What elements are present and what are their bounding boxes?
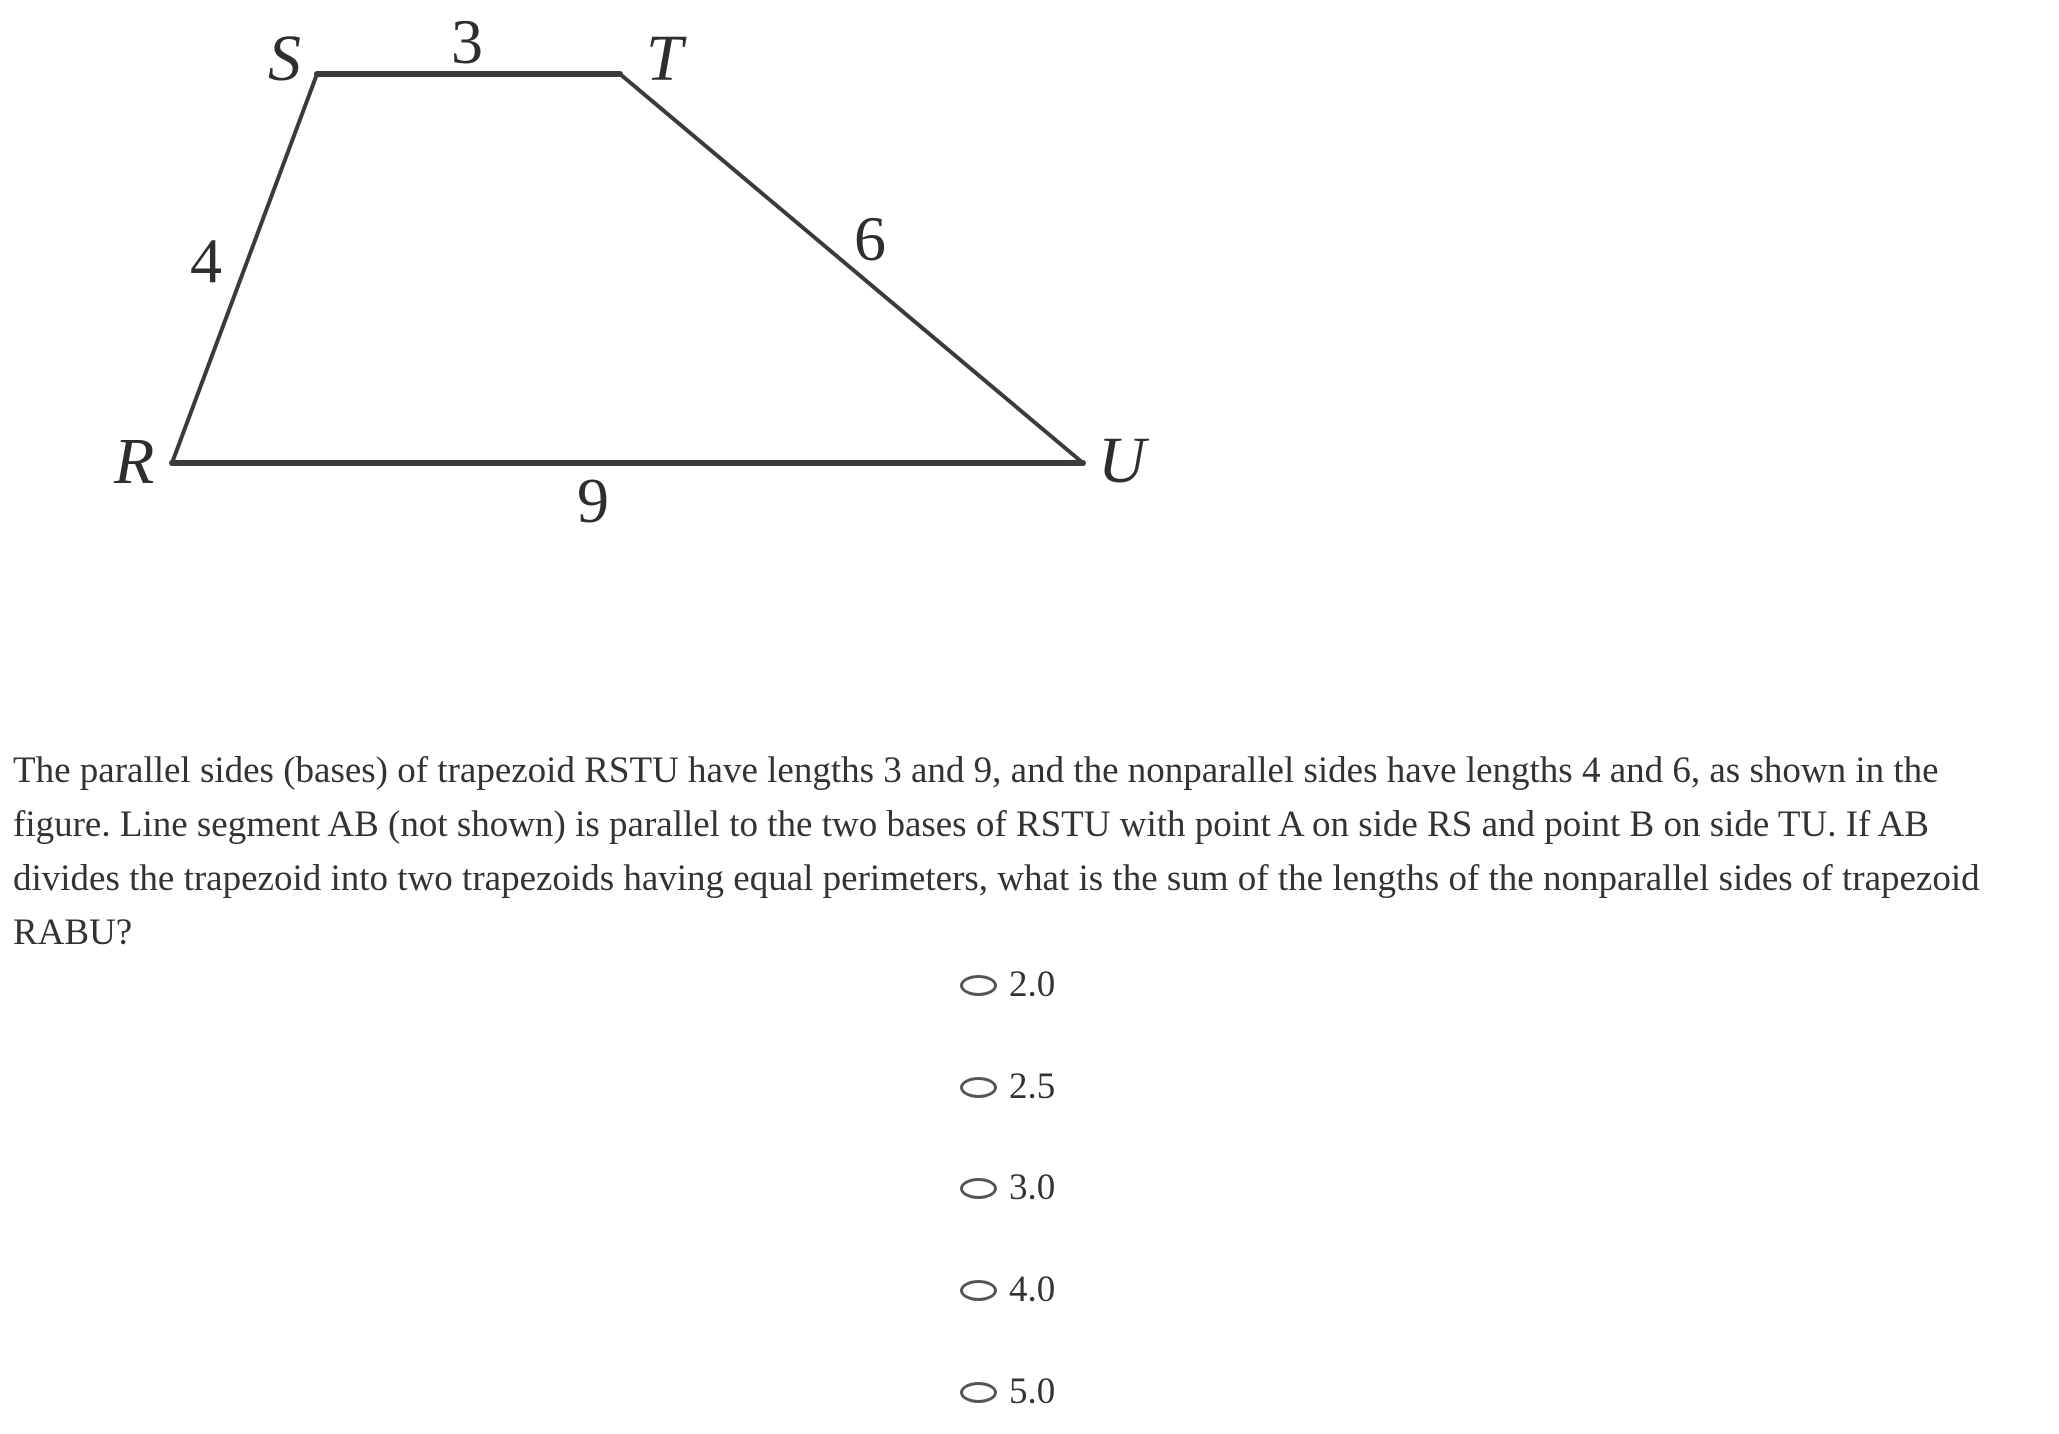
option-label: 3.0 xyxy=(1009,1167,1056,1208)
question-line: RABU? xyxy=(13,912,133,953)
option-label: 5.0 xyxy=(1009,1371,1056,1412)
side-tu xyxy=(620,74,1083,463)
radio-button-icon[interactable] xyxy=(960,1077,997,1098)
vertex-label-r: R xyxy=(114,425,155,498)
question-line: divides the trapezoid into two trapezoids having equal perimeters, what is the sum of the lengths of the nonparallel sides of trapezoid xyxy=(13,858,1980,899)
length-label-rs: 4 xyxy=(190,225,222,296)
vertex-label-t: T xyxy=(646,22,683,95)
radio-button-icon[interactable] xyxy=(960,1382,997,1403)
option-5-0[interactable] xyxy=(960,1370,1055,1414)
length-label-st: 3 xyxy=(451,6,483,77)
question-text xyxy=(13,744,1980,960)
option-label: 4.0 xyxy=(1009,1269,1056,1310)
radio-button-icon[interactable] xyxy=(960,1280,997,1301)
option-2-0[interactable] xyxy=(960,963,1055,1007)
option-label: 2.0 xyxy=(1009,964,1056,1005)
vertex-label-u: U xyxy=(1098,424,1146,497)
length-label-tu: 6 xyxy=(854,203,886,274)
option-3-0[interactable] xyxy=(960,1166,1055,1210)
option-label: 2.5 xyxy=(1009,1066,1056,1107)
vertex-label-s: S xyxy=(268,22,301,95)
trapezoid-figure xyxy=(0,0,1200,560)
option-4-0[interactable] xyxy=(960,1268,1055,1312)
option-2-5[interactable] xyxy=(960,1065,1055,1109)
length-label-ru: 9 xyxy=(577,465,609,536)
question-line: The parallel sides (bases) of trapezoid RSTU have lengths 3 and 9, and the nonparallel sides have lengths 4 and 6, as shown in the xyxy=(13,750,1939,791)
radio-button-icon[interactable] xyxy=(960,1178,997,1199)
radio-button-icon[interactable] xyxy=(960,975,997,996)
question-line: figure. Line segment AB (not shown) is parallel to the two bases of RSTU with point A on side RS and point B on side TU. If AB xyxy=(13,804,1929,845)
